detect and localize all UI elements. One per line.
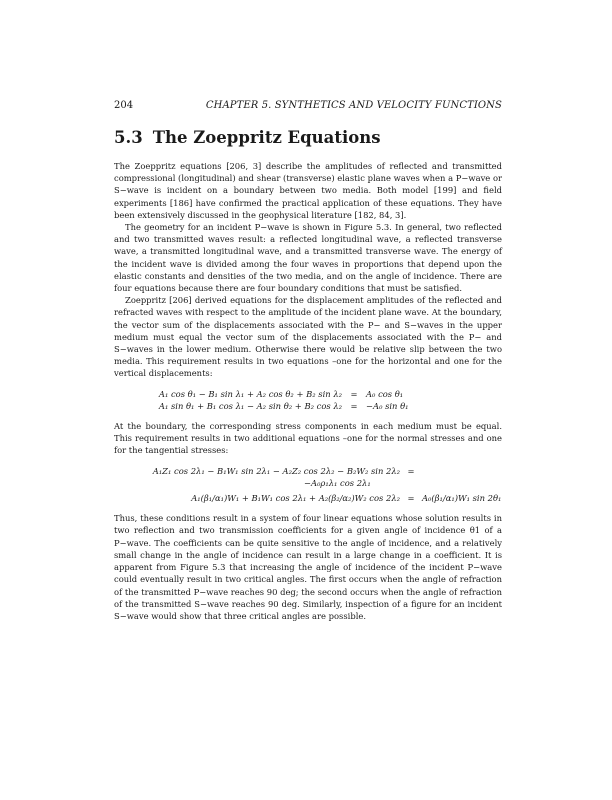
equation-row — [114, 465, 502, 477]
equation-lhs: A₁Z₁ cos 2λ₁ − B₁W₁ sin 2λ₁ − A₂Z₂ cos 2λ₂ − B₂W₂ sin 2λ₂ — [152, 465, 400, 476]
equation-lhs: A₁ cos θ₁ − B₁ sin λ₁ + A₂ cos θ₂ + B₂ sin λ₂ — [158, 388, 342, 399]
equation-row — [114, 492, 502, 504]
paragraph: At the boundary, the corresponding stress components in each medium must be equal. This requirement results in two additional equations –one for the normal stresses and one for the tangential stresses: — [114, 421, 502, 456]
chapter-title: CHAPTER 5. SYNTHETICS AND VELOCITY FUNCTIONS — [205, 100, 502, 111]
section-number: 5.3 — [114, 128, 143, 147]
paragraph: Thus, these conditions result in a system of four linear equations whose solution results in two reflection and two transmission coefficients for a given angle of incidence θ1 of a P−wave. The coefficients can be quite sensitive to the angle of incidence, and a relatively small change in the angle of incidence can result in a large change in a coefficient. It is apparent from Figure 5.3 that increasing the angle of incidence of the incident P−wave could eventually result in two critical angles. The first occurs when the angle of refraction of the transmitted P−wave reaches 90 deg; the second occurs when the angle of refraction of the transmitted S−wave reaches 90 deg. Similarly, inspection of a figure for an incident S−wave would show that three critical angles are possible. — [114, 513, 502, 621]
equation-lhs: A₁ sin θ₁ + B₁ cos λ₁ − A₂ sin θ₂ + B₂ cos λ₂ — [158, 400, 342, 411]
paragraph: The Zoeppritz equations [206, 3] describe the amplitudes of reflected and transmitted compressional (longitudinal) and shear (transverse) elastic plane waves when a P−wave or S−wave is incident on a boundary between two media. Both model [199] and field experiments [186] have confirmed the practical application of these equations. They have been extensively discussed in the geophysical literature [182, 84, 3]. — [114, 161, 502, 220]
equation-row — [114, 388, 502, 400]
equation-rhs: A₀ cos θ₁ — [366, 388, 404, 399]
page-number: 204 — [114, 100, 134, 111]
running-head — [114, 100, 502, 112]
equation-relation: = — [350, 400, 358, 411]
equation-relation: = — [407, 465, 415, 476]
section-title: The Zoeppritz Equations — [152, 128, 381, 147]
equation-rhs: −A₀ sin θ₁ — [366, 400, 409, 411]
equation-lhs: A₁(β₁/α₁)W₁ + B₁W₁ cos 2λ₁ + A₂(β₂/α₂)W₂ cos 2λ₂ — [191, 493, 400, 504]
equation-relation: = — [407, 493, 415, 504]
equation-rhs: A₀(β₁/α₁)W₁ sin 2θ₁ — [422, 493, 502, 504]
displacement-equations — [114, 388, 502, 412]
stress-equations — [114, 465, 502, 505]
equation-continuation: −A₀ρ₁λ₁ cos 2λ₁ — [304, 477, 371, 488]
paragraph: The geometry for an incident P−wave is shown in Figure 5.3. In general, two reflected and two transmitted waves result: a reflected longitudinal wave, a reflected transverse wave, a transmitted longitudinal wave, and a transmitted transverse wave. The energy of the incident wave is divided among the four waves in proportions that depend upon the elastic constants and densities of the two media, and on the angle of incidence. There are four equations because there are four boundary conditions that must be satisfied. — [114, 222, 502, 294]
equation-row — [114, 400, 502, 412]
section-heading — [114, 128, 502, 148]
page-body — [114, 100, 502, 622]
equation-relation: = — [350, 388, 358, 399]
paragraph: Zoeppritz [206] derived equations for the displacement amplitudes of the reflected and refracted waves with respect to the amplitude of the incident plane wave. At the boundary, the vector sum of the displacements associated with the P− and S−waves in the upper medium must equal the vector sum of the displacements associated with the P− and S−waves in the lower medium. Otherwise there would be relative slip between the two media. This requirement results in two equations –one for the horizontal and one for the vertical displacements: — [114, 295, 502, 379]
